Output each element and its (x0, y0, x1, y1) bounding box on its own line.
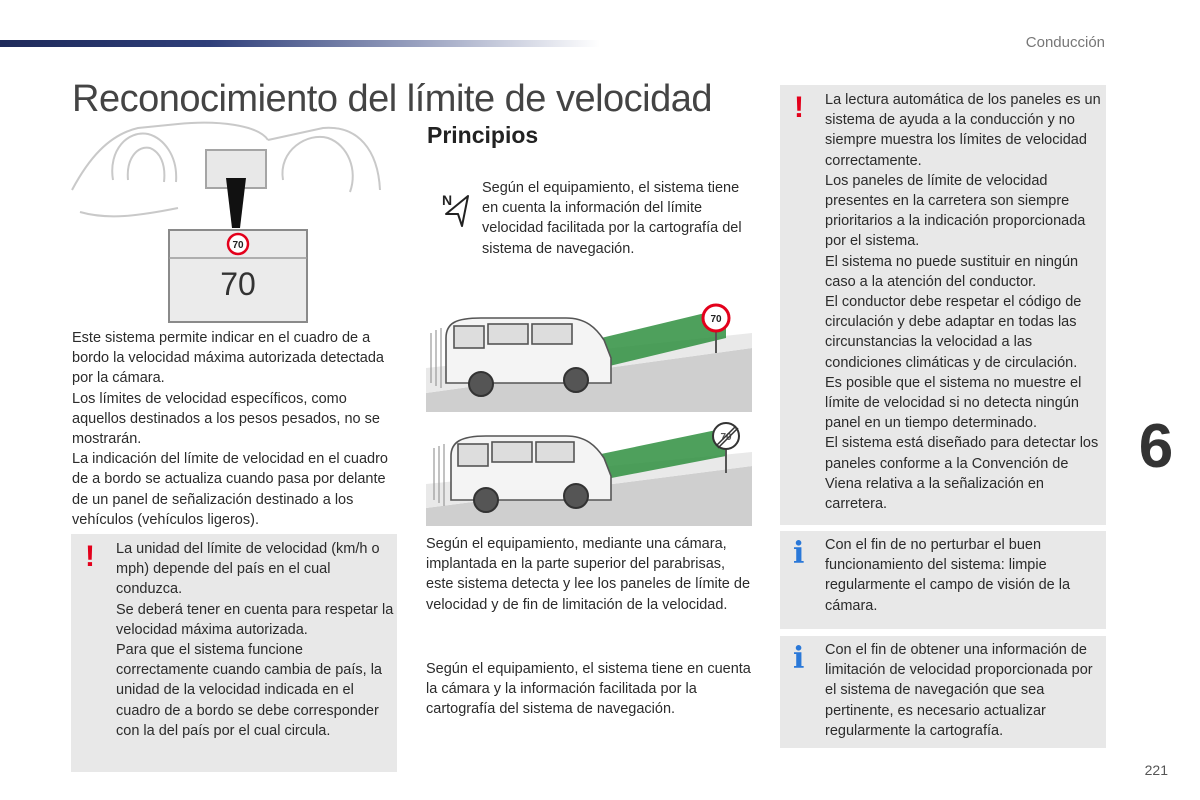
info-box-1 (780, 531, 1106, 629)
dash-lower-line (80, 208, 178, 216)
navigation-icon (440, 192, 470, 230)
van-wheel-front (564, 368, 588, 392)
section-subtitle: Principios (427, 122, 539, 148)
info-icon: i (793, 641, 805, 676)
van-wheel-rear (474, 488, 498, 512)
speed-sign-value: 70 (232, 240, 244, 251)
gauge-left (112, 133, 176, 182)
page-title: Reconocimiento del límite de velocidad (72, 78, 713, 120)
info-2-text: Con el fin de obtener una información de limitación de velocidad proporcionada por el sistema de navegación que sea pertinente, es necesario actualizar regularmente la cartografía. (825, 642, 1093, 739)
svg-text:N: N (442, 192, 453, 208)
camera-nav-paragraph: Según el equipamiento, el sistema tiene en cuenta la cámara y la información facilitada por la cartografía del sistema de navegación. (426, 661, 751, 718)
header-gradient-bar (0, 40, 600, 47)
warning-left-text: La unidad del límite de velocidad (km/h o mph) depende del país en el cual conduzca. Se deberá tener en cuenta para respetar la velocidad máxima autorizada. Para que el sistema funcione correctamente cuando cambia de país, la unidad de la velocidad indicada en el cuadro de a bordo se debe corresponder con la del país por el cual circula. (116, 541, 394, 739)
page-number: 221 (1144, 762, 1168, 778)
svg-text:70: 70 (720, 432, 732, 443)
van-speed-limit-illustration (426, 298, 752, 412)
van-end-limit-illustration (426, 418, 752, 526)
warning-box-right (780, 85, 1106, 525)
svg-text:70: 70 (710, 314, 722, 325)
nav-note-text: Según el equipamiento, el sistema tiene en cuenta la información del límite velocidad facilitada por la cartografía del sistema de navegación. (482, 180, 742, 257)
section-title: Conducción (1025, 34, 1105, 51)
camera-paragraph: Según el equipamiento, mediante una cámara, implantada en la parte superior del parabrisas, este sistema detecta y lee los paneles de límite de velocidad y de fin de limitación de la velocidad. (426, 536, 751, 613)
info-box-2 (780, 636, 1106, 748)
warning-box-left (71, 534, 397, 772)
gauge-right (282, 137, 352, 192)
warning-exclamation-icon: ! (85, 540, 95, 573)
speed-display-value: 70 (220, 266, 256, 302)
intro-paragraph: Este sistema permite indicar en el cuadro de a bordo la velocidad máxima autorizada detectada por la cámara. Los límites de velocidad específicos, como aquellos destinados a los pesos pesados, no se mostrarán. La indicación del límite de velocidad en el cuadro de a bordo se actualiza cuando pasa por delante de un panel de señalización destinado a los vehículos (vehículos ligeros). (72, 330, 388, 528)
warning-exclamation-icon: ! (794, 91, 804, 124)
van-wheel-rear (469, 372, 493, 396)
info-1-text: Con el fin de no perturbar el buen funcionamiento del sistema: limpie regularmente el campo de visión de la cámara. (825, 537, 1071, 614)
chapter-tab: 6 (1138, 412, 1174, 481)
van-wheel-front (564, 484, 588, 508)
info-icon: i (793, 536, 805, 571)
pointer-arrow (226, 178, 246, 228)
gauge-left-inner (128, 148, 165, 182)
warning-right-text: La lectura automática de los paneles es un sistema de ayuda a la conducción y no siempre muestra los límites de velocidad correctamente. Los paneles de límite de velocidad presentes en la carretera son siempre prioritarios a la indicación proporcionada por el sistema. El sistema no puede sustituir en ningún caso a la atención del conductor. El conductor debe respetar el código de circulación y debe adaptar en todas las circunstancias la velocidad a las condiciones climáticas y de circulación. Es posible que el sistema no muestre el límite de velocidad si no detecta ningún panel en un tiempo determinado. El sistema está diseñado para detectar los paneles conforme a la Convención de Viena relativa a la señalización en carretera. (825, 92, 1101, 513)
dashboard-illustration (68, 120, 388, 325)
